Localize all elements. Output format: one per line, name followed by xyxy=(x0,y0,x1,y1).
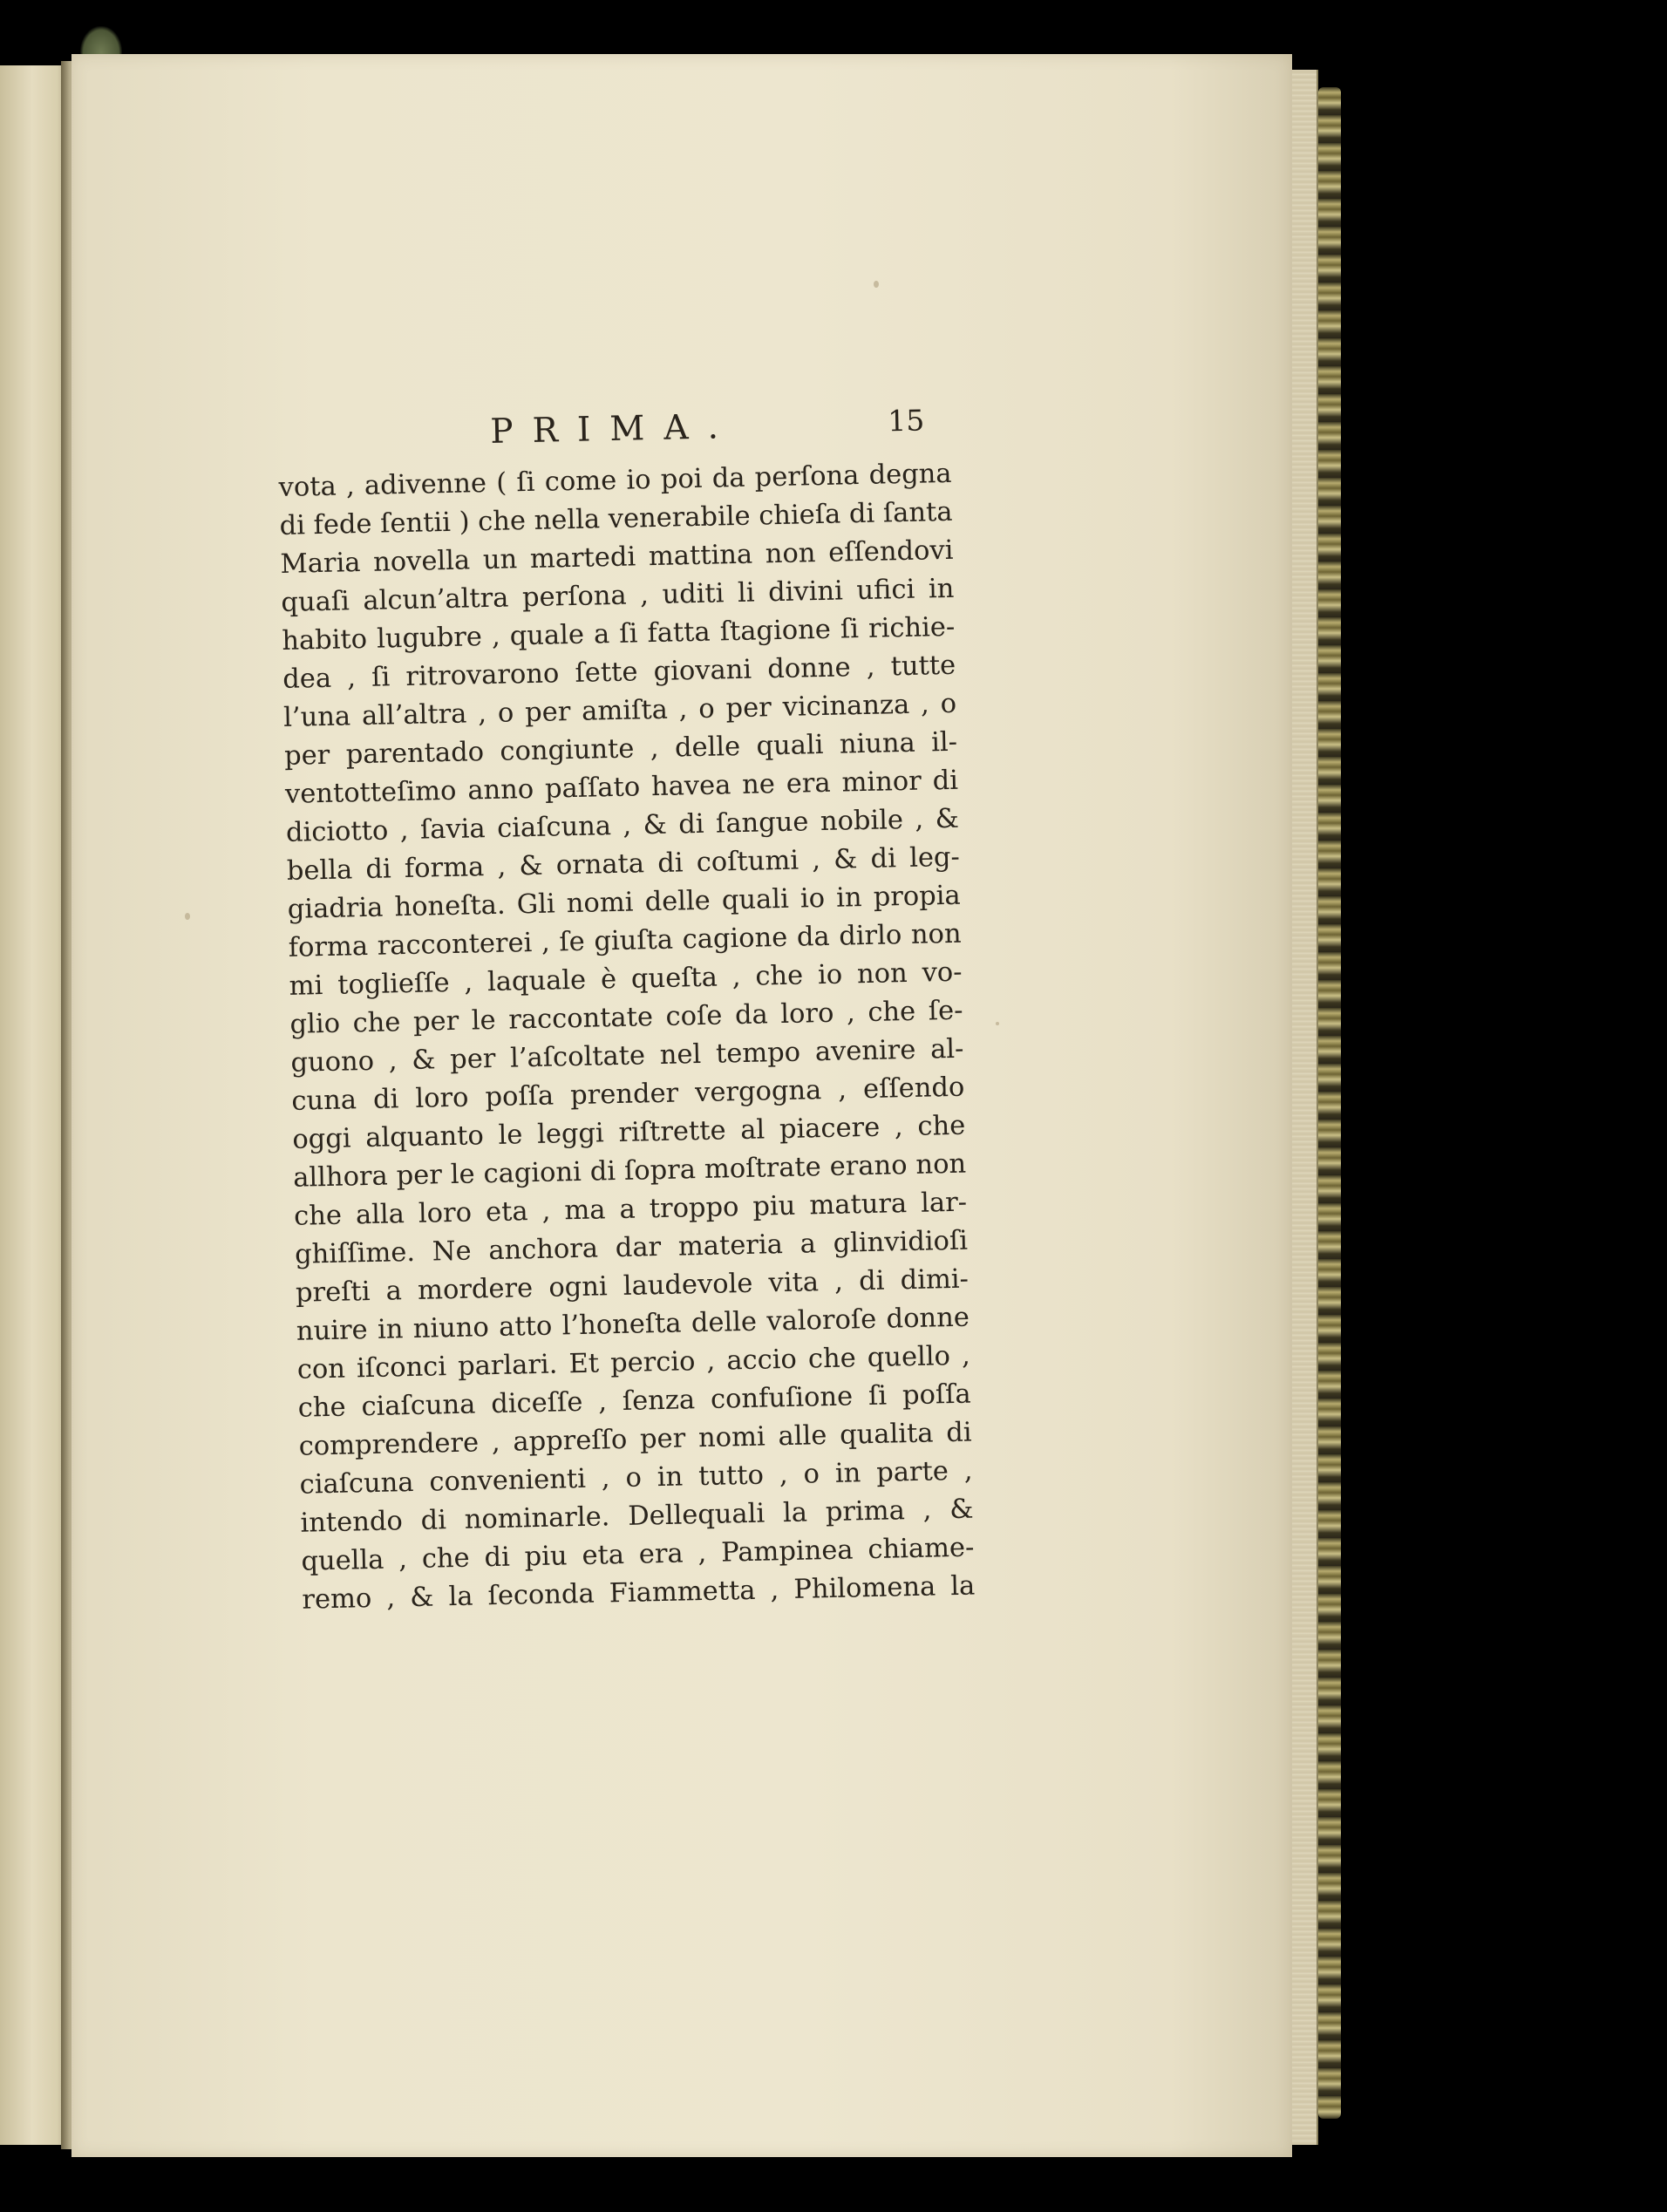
text-line: intendo di nominarle. Dellequali la prima , & xyxy=(300,1494,974,1539)
text-line: nuire in niuno atto l’honeſta delle valoroſe donne xyxy=(296,1302,970,1347)
gilt-binding-edge xyxy=(1318,87,1341,2119)
text-line: cuna di loro poſſa prender vergogna , eſſendo xyxy=(291,1072,965,1117)
text-line: vota , adivenne ( ſi come io poi da perſona degna xyxy=(278,458,952,503)
text-line: remo , & la ſeconda Fiammetta , Philomena la xyxy=(302,1570,976,1616)
text-line: allhora per le cagioni di ſopra moſtrate erano non xyxy=(292,1148,967,1194)
text-line: ciaſcuna convenienti , o in tutto , o in parte , xyxy=(299,1455,973,1501)
text-line: che ciaſcuna diceſſe , ſenza confuſione ſi poſſa xyxy=(297,1378,972,1424)
text-line: diciotto , ſavia ciaſcuna , & di ſangue nobile , & xyxy=(285,803,960,848)
text-line: glio che per le raccontate coſe da loro , che ſe- xyxy=(289,995,963,1040)
body-text xyxy=(278,455,985,1620)
text-line: ventotteſimo anno paſſato havea ne era minor di xyxy=(284,765,959,810)
text-line: comprendere , appreſſo per nomi alle qualita di xyxy=(298,1417,972,1462)
text-line: guono , & per l’aſcoltate nel tempo avenire al- xyxy=(290,1033,964,1079)
text-line: preſti a mordere ogni laudevole vita , di dimi- xyxy=(295,1263,970,1309)
text-line: giadria honeſta. Gli nomi delle quali io in propia xyxy=(287,880,962,925)
text-line: di fede ſentii ) che nella venerabile chieſa di ſanta xyxy=(279,496,953,541)
paper-blemish xyxy=(996,1022,999,1025)
text-line: mi toglieſſe , laquale è queſta , che io non vo- xyxy=(289,956,963,1002)
text-block xyxy=(277,403,986,1620)
page-edges xyxy=(1292,70,1318,2145)
text-line: quaſi alcun’altra perſona , uditi li divini ufici in xyxy=(281,573,955,618)
text-line: che alla loro eta , ma a troppo piu matura lar- xyxy=(293,1187,968,1232)
text-line: l’una all’altra , o per amiſta , o per vicinanza , o xyxy=(282,688,957,733)
paper-blemish xyxy=(874,281,879,288)
text-line: oggi alquanto le leggi riſtrette al piacere , che xyxy=(292,1110,966,1155)
text-line: quella , che di piu eta era , Pampinea chiame- xyxy=(301,1532,975,1577)
text-line: dea , ſi ritrovarono ſette giovani donne , tutte xyxy=(282,650,956,695)
text-line: ghiſſime. Ne anchora dar materia a glinvidioſi xyxy=(294,1225,969,1270)
text-line: con iſconci parlari. Et percio , accio che quello , xyxy=(296,1340,971,1385)
text-line: forma racconterei , ſe giuſta cagione da dirlo non xyxy=(288,918,962,963)
text-line: habito lugubre , quale a ſi fatta ſtagione ſi richie- xyxy=(282,611,956,657)
page-number: 15 xyxy=(887,403,925,439)
text-line: bella di forma , & ornata di coſtumi , & di leg- xyxy=(286,841,961,887)
text-line: per parentado congiunte , delle quali niuna il- xyxy=(283,726,958,772)
running-head-title: PRIMA. xyxy=(489,406,738,452)
paper-blemish xyxy=(185,913,190,920)
text-line: Maria novella un martedi mattina non eſſendovi xyxy=(280,534,954,580)
